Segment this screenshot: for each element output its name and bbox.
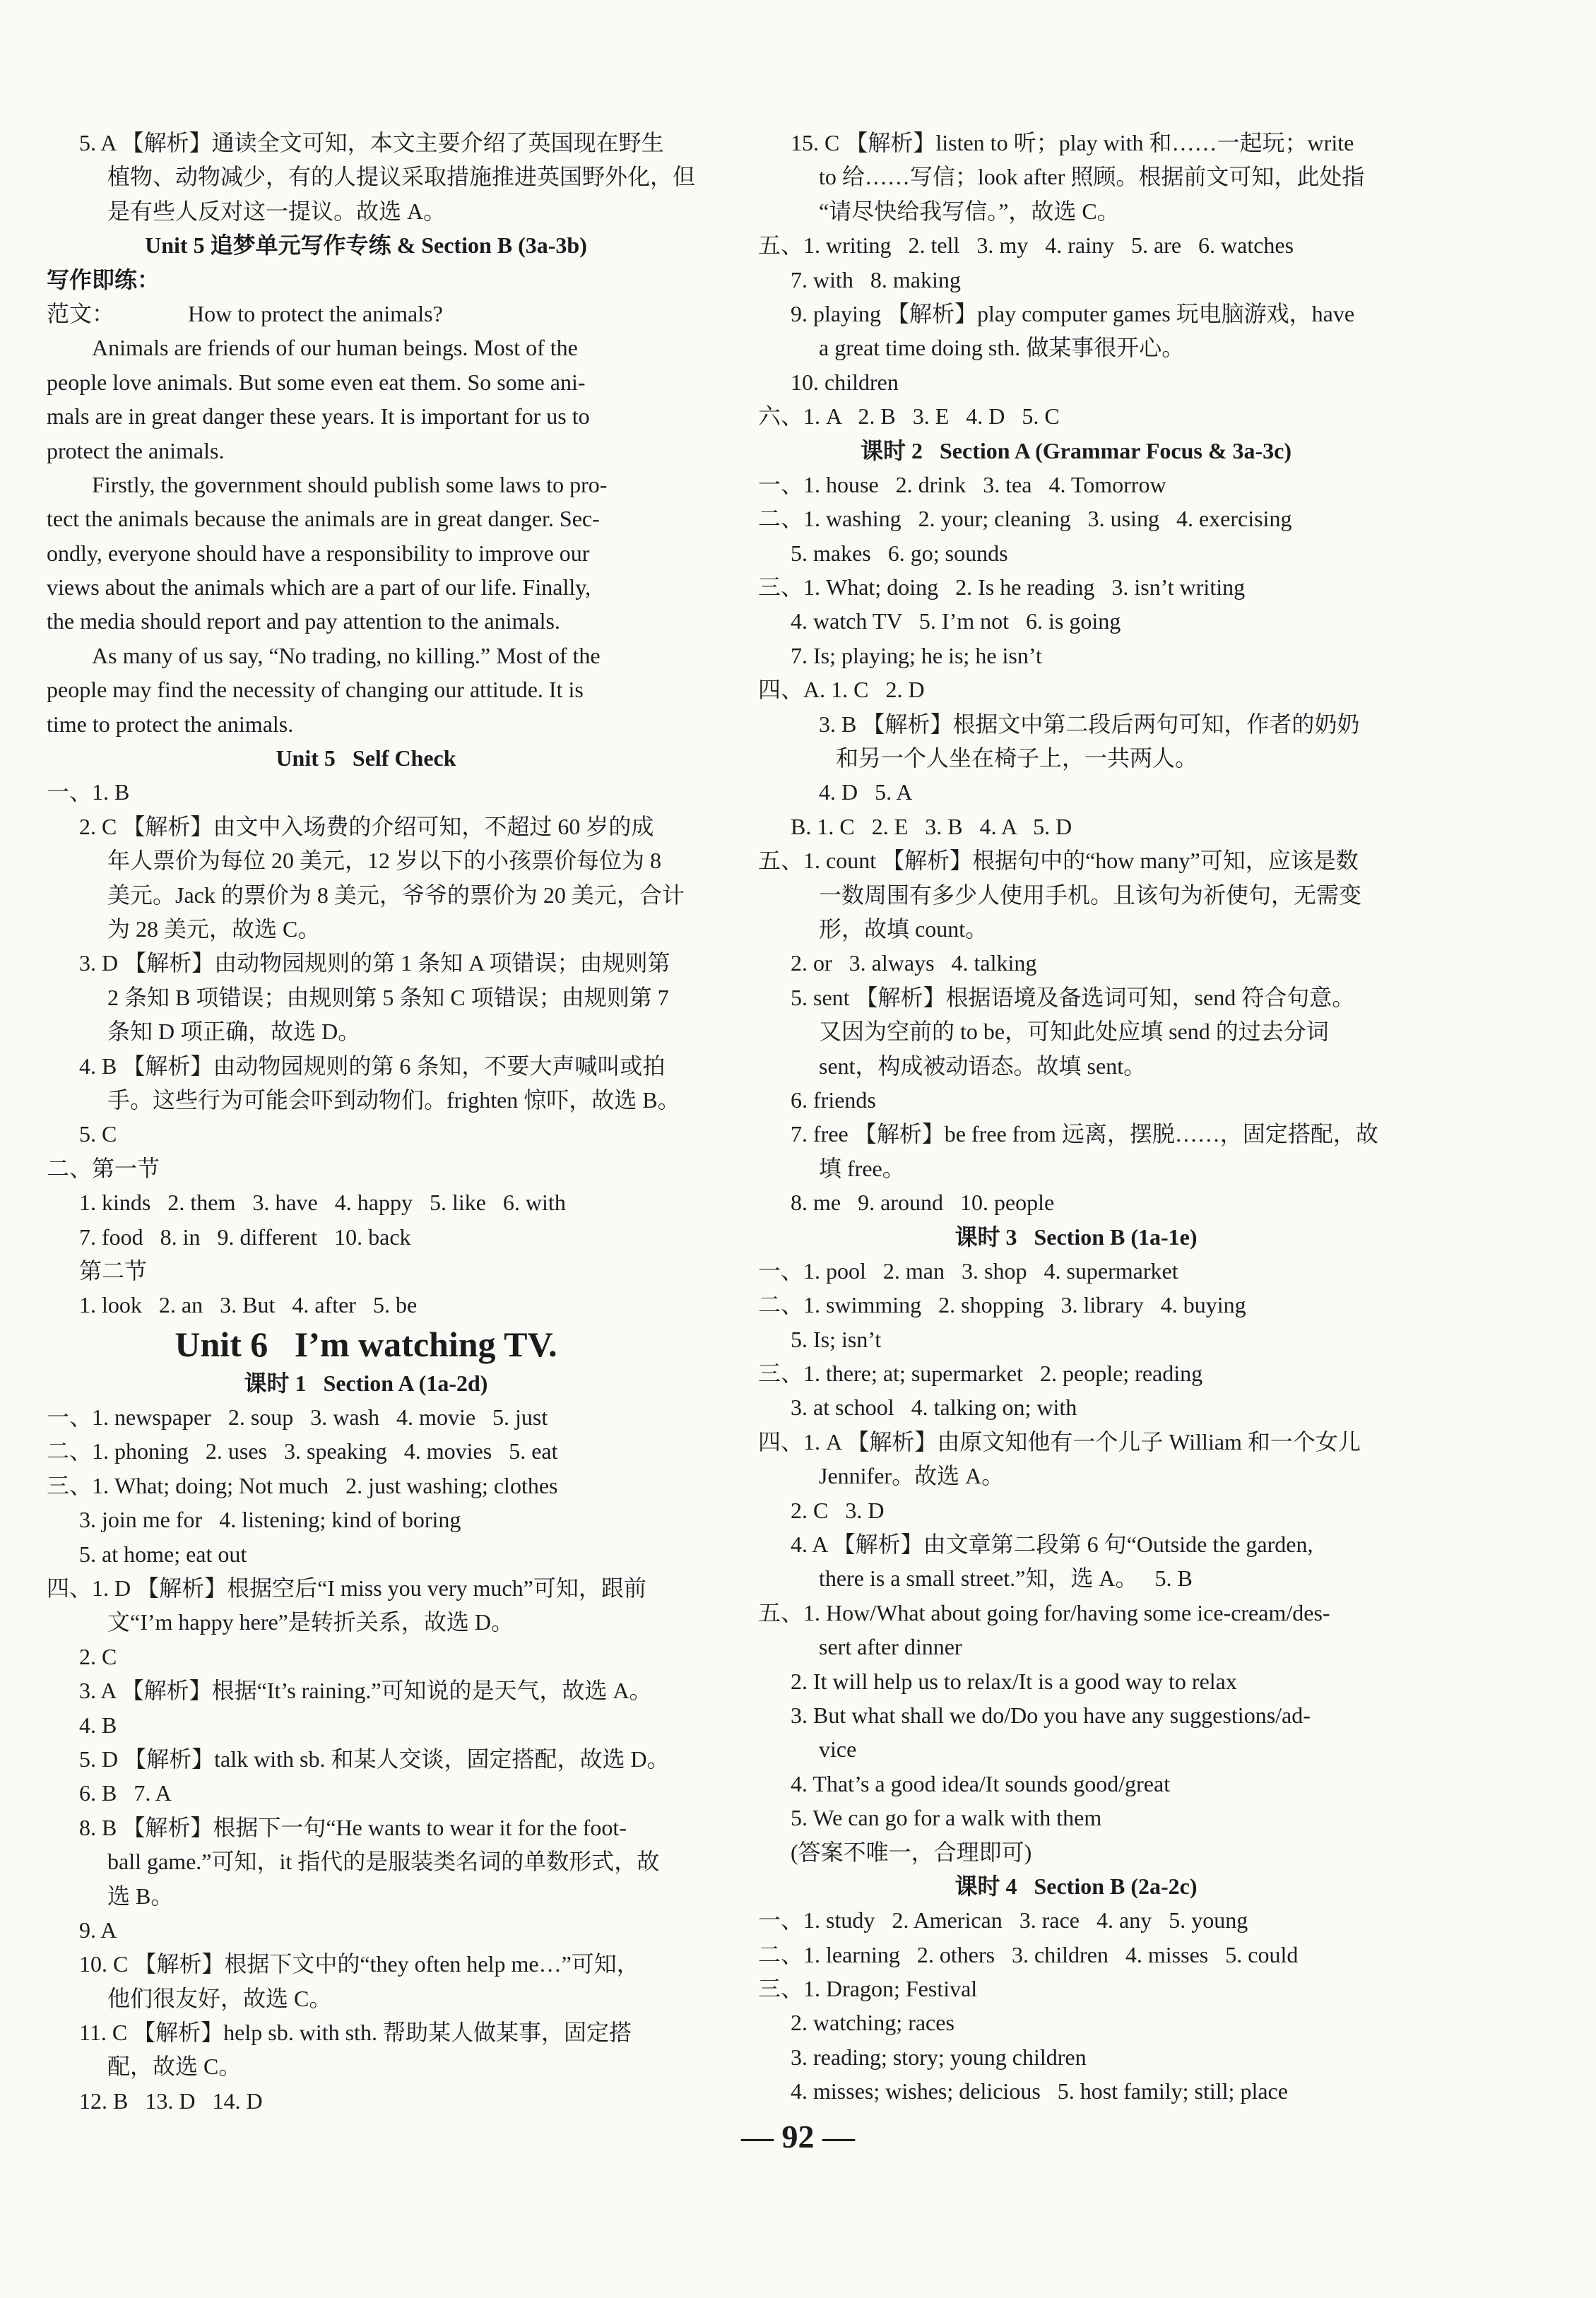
left-column: [47, 126, 696, 2118]
answer-line: 形，故填 count。: [819, 916, 988, 942]
answer-line: a great time doing sth. 做某事很开心。: [819, 335, 1185, 361]
answer-line: 第二节: [79, 1257, 148, 1284]
answer-line: 3. A 【解析】根据“It’s raining.”可知说的是天气，故选 A。: [79, 1678, 652, 1704]
answer-line: 7. Is; playing; he is; he isn’t: [791, 642, 1042, 668]
answer-line: 3. B 【解析】根据文中第二段后两句可知，作者的奶奶: [819, 711, 1360, 737]
answer-line: 年人票价为每位 20 美元，12 岁以下的小孩票价每位为 8: [107, 848, 662, 874]
answer-line: 15. C 【解析】listen to 听；play with 和……一起玩；write: [791, 130, 1354, 155]
answer-line: 手。这些行为可能会吓到动物们。frighten 惊吓，故选 B。: [107, 1086, 680, 1113]
answer-line: 4. D 5. A: [819, 779, 913, 805]
answer-line: 三、1. there; at; supermarket 2. people; reading: [758, 1361, 1203, 1387]
answer-line: 7. food 8. in 9. different 10. back: [79, 1224, 411, 1250]
answer-line: Unit 6 I’m watching TV.: [175, 1324, 557, 1364]
answer-line: Unit 5 追梦单元写作专练 & Section B (3a-3b): [145, 232, 587, 259]
answer-line: 二、第一节: [47, 1155, 160, 1181]
answer-line: 写作即练：: [47, 266, 160, 292]
answer-line: 课时 4 Section B (2a-2c): [954, 1873, 1198, 1899]
answer-line: 配，故选 C。: [107, 2054, 242, 2080]
answer-line: 二、1. washing 2. your; cleaning 3. using 4. exercising: [758, 506, 1292, 532]
answer-line: 4. B: [79, 1712, 117, 1738]
answer-line: 5. Is; isn’t: [791, 1326, 882, 1352]
answer-line: 7. free 【解析】be free from 远离，摆脱……，固定搭配，故: [791, 1121, 1378, 1147]
answer-line: As many of us say, “No trading, no killing.” Most of the: [92, 642, 601, 668]
answer-line: 12. B 13. D 14. D: [79, 2087, 263, 2114]
answer-line: 1. kinds 2. them 3. have 4. happy 5. like 6. with: [79, 1190, 566, 1216]
answer-line: 11. C 【解析】help sb. with sth. 帮助某人做某事，固定搭: [79, 2020, 632, 2046]
answer-line: 和另一个人坐在椅子上，一共两人。: [836, 745, 1198, 771]
answer-line: 4. That’s a good idea/It sounds good/great: [791, 1770, 1171, 1796]
answer-line: 2. watching; races: [791, 2010, 954, 2036]
answer-line: 二、1. swimming 2. shopping 3. library 4. buying: [758, 1292, 1246, 1318]
answer-line: 5. C: [79, 1121, 117, 1147]
answer-line: 一数周围有多少人使用手机。且该句为祈使句，无需变: [819, 882, 1362, 908]
answer-line: mals are in great danger these years. It is important for us to: [47, 403, 590, 430]
answer-line: 8. me 9. around 10. people: [791, 1190, 1055, 1216]
page-number: — 92 —: [741, 2119, 855, 2155]
answer-line: there is a small street.”知，选 A。 5. B: [819, 1565, 1193, 1592]
answer-line: 条知 D 项正确，故选 D。: [107, 1019, 361, 1045]
answer-line: 2. C 3. D: [791, 1497, 885, 1523]
answer-line: 四、1. D 【解析】根据空后“I miss you very much”可知，跟前: [47, 1575, 646, 1601]
answer-line: B. 1. C 2. E 3. B 4. A 5. D: [791, 813, 1072, 839]
answer-line: 选 B。: [107, 1883, 174, 1909]
answer-line: sent，构成被动语态。故填 sent。: [819, 1053, 1147, 1079]
answer-line: 一、1. study 2. American 3. race 4. any 5. young: [758, 1907, 1248, 1933]
answer-line: 2 条知 B 项错误；由规则第 5 条知 C 项错误；由规则第 7: [107, 984, 669, 1010]
answer-line: 5. We can go for a walk with them: [791, 1805, 1102, 1831]
answer-line: 2. or 3. always 4. talking: [791, 950, 1037, 976]
answer-line: 五、1. How/What about going for/having some ice-cream/des-: [758, 1599, 1330, 1625]
right-column: [758, 126, 1394, 2109]
answer-line: 他们很友好，故选 C。: [107, 1985, 332, 2011]
answer-line: 又因为空前的 to be，可知此处应填 send 的过去分词: [819, 1019, 1329, 1045]
answer-line: 一、1. newspaper 2. soup 3. wash 4. movie 5. just: [47, 1404, 548, 1431]
answer-line: “请尽快给我写信。”，故选 C。: [819, 198, 1120, 224]
answer-line: ondly, everyone should have a responsibility to improve our: [47, 540, 590, 566]
answer-line: 9. A: [79, 1917, 117, 1943]
answer-line: 3. at school 4. talking on; with: [791, 1394, 1077, 1421]
answer-line: (答案不唯一，合理即可): [791, 1839, 1032, 1865]
answer-line: 3. reading; story; young children: [791, 2044, 1087, 2070]
answer-line: Unit 5 Self Check: [276, 745, 456, 771]
answer-line: 六、1. A 2. B 3. E 4. D 5. C: [758, 403, 1060, 430]
answer-line: time to protect the animals.: [47, 711, 294, 737]
answer-line: 5. makes 6. go; sounds: [791, 540, 1008, 566]
answer-line: tect the animals because the animals are in great danger. Sec-: [47, 506, 600, 532]
answer-line: 3. join me for 4. listening; kind of boring: [79, 1507, 461, 1533]
answer-line: sert after dinner: [819, 1634, 962, 1660]
answer-line: 7. with 8. making: [791, 266, 961, 292]
answer-line: 9. playing 【解析】play computer games 玩电脑游戏，have: [791, 300, 1355, 326]
answer-line: Animals are friends of our human beings. Most of the: [92, 335, 578, 361]
answer-line: ball game.”可知，it 指代的是服装类名词的单数形式，故: [107, 1849, 660, 1875]
answer-line: 课时 1 Section A (1a-2d): [244, 1370, 488, 1396]
answer-line: 4. watch TV 5. I’m not 6. is going: [791, 608, 1121, 634]
answer-line: the media should report and pay attention to the animals.: [47, 608, 560, 634]
answer-line: 6. B 7. A: [79, 1780, 172, 1806]
answer-line: 4. A 【解析】由文章第二段第 6 句“Outside the garden,: [791, 1532, 1313, 1558]
answer-line: 四、A. 1. C 2. D: [758, 677, 925, 703]
answer-line: 为 28 美元，故选 C。: [107, 916, 321, 942]
answer-line: 3. But what shall we do/Do you have any suggestions/ad-: [791, 1702, 1311, 1728]
answer-line: 4. B 【解析】由动物园规则的第 6 条知，不要大声喊叫或拍: [79, 1053, 666, 1079]
answer-line: 四、1. A 【解析】由原文知他有一个儿子 William 和一个女儿: [758, 1428, 1361, 1455]
answer-line: 三、1. What; doing 2. Is he reading 3. isn’t writing: [758, 574, 1246, 600]
answer-line: 5. at home; eat out: [79, 1541, 247, 1567]
answer-line: 10. children: [791, 369, 899, 395]
answer-line: to 给……写信；look after 照顾。根据前文可知，此处指: [819, 164, 1365, 190]
answer-line: 植物、动物减少，有的人提议采取措施推进英国野外化，但: [107, 164, 696, 190]
answer-line: 2. It will help us to relax/It is a good way to relax: [791, 1668, 1237, 1694]
answer-line: 填 free。: [819, 1155, 905, 1181]
answer-line: views about the animals which are a part of our life. Finally,: [47, 574, 591, 600]
answer-line: vice: [819, 1736, 857, 1763]
answer-line: protect the animals.: [47, 437, 225, 463]
answer-line: Firstly, the government should publish some laws to pro-: [92, 471, 608, 497]
answer-line: 5. sent 【解析】根据语境及备选词可知，send 符合句意。: [791, 984, 1355, 1010]
answer-line: 是有些人反对这一提议。故选 A。: [107, 198, 447, 224]
answer-line: 8. B 【解析】根据下一句“He wants to wear it for the foot-: [79, 1814, 627, 1840]
answer-line: 2. C: [79, 1643, 117, 1669]
answer-line: 5. D 【解析】talk with sb. 和某人交谈，固定搭配，故选 D。: [79, 1746, 670, 1772]
answer-line: 一、1. house 2. drink 3. tea 4. Tomorrow: [758, 471, 1166, 497]
answer-line: 五、1. writing 2. tell 3. my 4. rainy 5. are 6. watches: [758, 232, 1294, 259]
answer-line: 范文： How to protect the animals?: [47, 300, 443, 326]
answer-line: 三、1. Dragon; Festival: [758, 1976, 978, 2002]
answer-line: 五、1. count 【解析】根据句中的“how many”可知，应该是数: [758, 848, 1359, 874]
answer-line: 10. C 【解析】根据下文中的“they often help me…”可知，: [79, 1951, 639, 1977]
answer-line: 美元。Jack 的票价为 8 美元，爷爷的票价为 20 美元，合计: [107, 882, 685, 908]
answer-line: 6. friends: [791, 1086, 876, 1113]
answer-line: 三、1. What; doing; Not much 2. just washing; clothes: [47, 1472, 558, 1498]
answer-line: people may find the necessity of changing our attitude. It is: [47, 677, 584, 703]
answer-line: 4. misses; wishes; delicious 5. host family; still; place: [791, 2078, 1288, 2104]
answer-line: 2. C 【解析】由文中入场费的介绍可知，不超过 60 岁的成: [79, 813, 654, 839]
answer-line: 二、1. learning 2. others 3. children 4. misses 5. could: [758, 1941, 1299, 1967]
answer-line: 课时 3 Section B (1a-1e): [954, 1224, 1198, 1250]
answer-line: 一、1. B: [47, 779, 130, 805]
answer-line: 课时 2 Section A (Grammar Focus & 3a-3c): [861, 437, 1291, 463]
answer-line: 5. A 【解析】通读全文可知，本文主要介绍了英国现在野生: [79, 130, 664, 155]
answer-line: 文“I’m happy here”是转折关系，故选 D。: [107, 1609, 514, 1635]
answer-line: 一、1. pool 2. man 3. shop 4. supermarket: [758, 1257, 1178, 1284]
answer-line: people love animals. But some even eat them. So some ani-: [47, 369, 586, 395]
answer-line: 3. D 【解析】由动物园规则的第 1 条知 A 项错误；由规则第: [79, 950, 670, 976]
answer-line: 1. look 2. an 3. But 4. after 5. be: [79, 1292, 418, 1318]
answer-line: Jennifer。故选 A。: [819, 1463, 1005, 1489]
answer-line: 二、1. phoning 2. uses 3. speaking 4. movies 5. eat: [47, 1438, 558, 1464]
